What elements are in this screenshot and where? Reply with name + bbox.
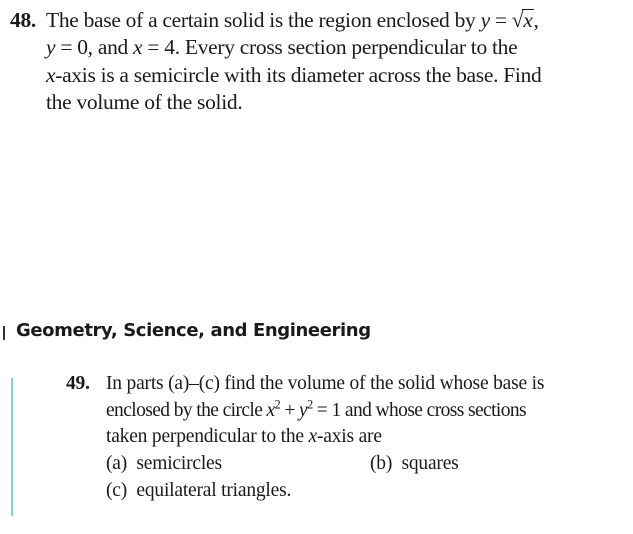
exponent: 2 bbox=[274, 397, 281, 412]
heading-marker bbox=[3, 326, 5, 340]
problem-text-line bbox=[46, 63, 541, 88]
math-var: x bbox=[308, 426, 317, 447]
text: = 1 and whose cross sections bbox=[312, 400, 527, 421]
problem-text-line bbox=[106, 426, 382, 448]
part-b: (b) squares bbox=[370, 453, 459, 474]
margin-bar bbox=[11, 378, 13, 516]
problem-text-line: the volume of the solid. bbox=[46, 90, 243, 114]
math-var: y bbox=[480, 8, 490, 32]
problem-text-line: In parts (a)–(c) find the volume of the solid whose base is bbox=[106, 373, 545, 394]
sqrt-symbol: √ bbox=[511, 8, 524, 32]
exponent: 2 bbox=[307, 397, 313, 412]
text: = 0, and bbox=[55, 35, 134, 59]
text: = 4. Every cross section perpendicular to the bbox=[142, 35, 518, 59]
math-var: x bbox=[523, 8, 533, 32]
problem-number: 49. bbox=[66, 373, 90, 394]
problem-text-line bbox=[46, 35, 517, 60]
problem-text-line bbox=[106, 397, 527, 422]
section-heading: Geometry, Science, and Engineering bbox=[16, 320, 371, 341]
math-var: y bbox=[46, 35, 56, 59]
text: enclosed by the circle bbox=[106, 400, 267, 421]
math-var: y bbox=[299, 400, 308, 421]
text: -axis are bbox=[316, 426, 382, 447]
text: = bbox=[489, 8, 512, 32]
part-c: (c) equilateral triangles. bbox=[106, 480, 292, 501]
text: , bbox=[533, 8, 539, 32]
problem-text-line bbox=[46, 8, 539, 33]
math-var: x bbox=[266, 400, 275, 421]
part-a: (a) semicircles bbox=[106, 453, 222, 474]
problem-number: 48. bbox=[10, 8, 36, 32]
text: + bbox=[280, 400, 300, 421]
text: -axis is a semicircle with its diameter across the base. Find bbox=[55, 63, 542, 87]
math-var: x bbox=[46, 63, 56, 87]
math-var: x bbox=[133, 35, 143, 59]
text: The base of a certain solid is the region enclosed by bbox=[46, 8, 481, 32]
text: taken perpendicular to the bbox=[106, 426, 309, 447]
